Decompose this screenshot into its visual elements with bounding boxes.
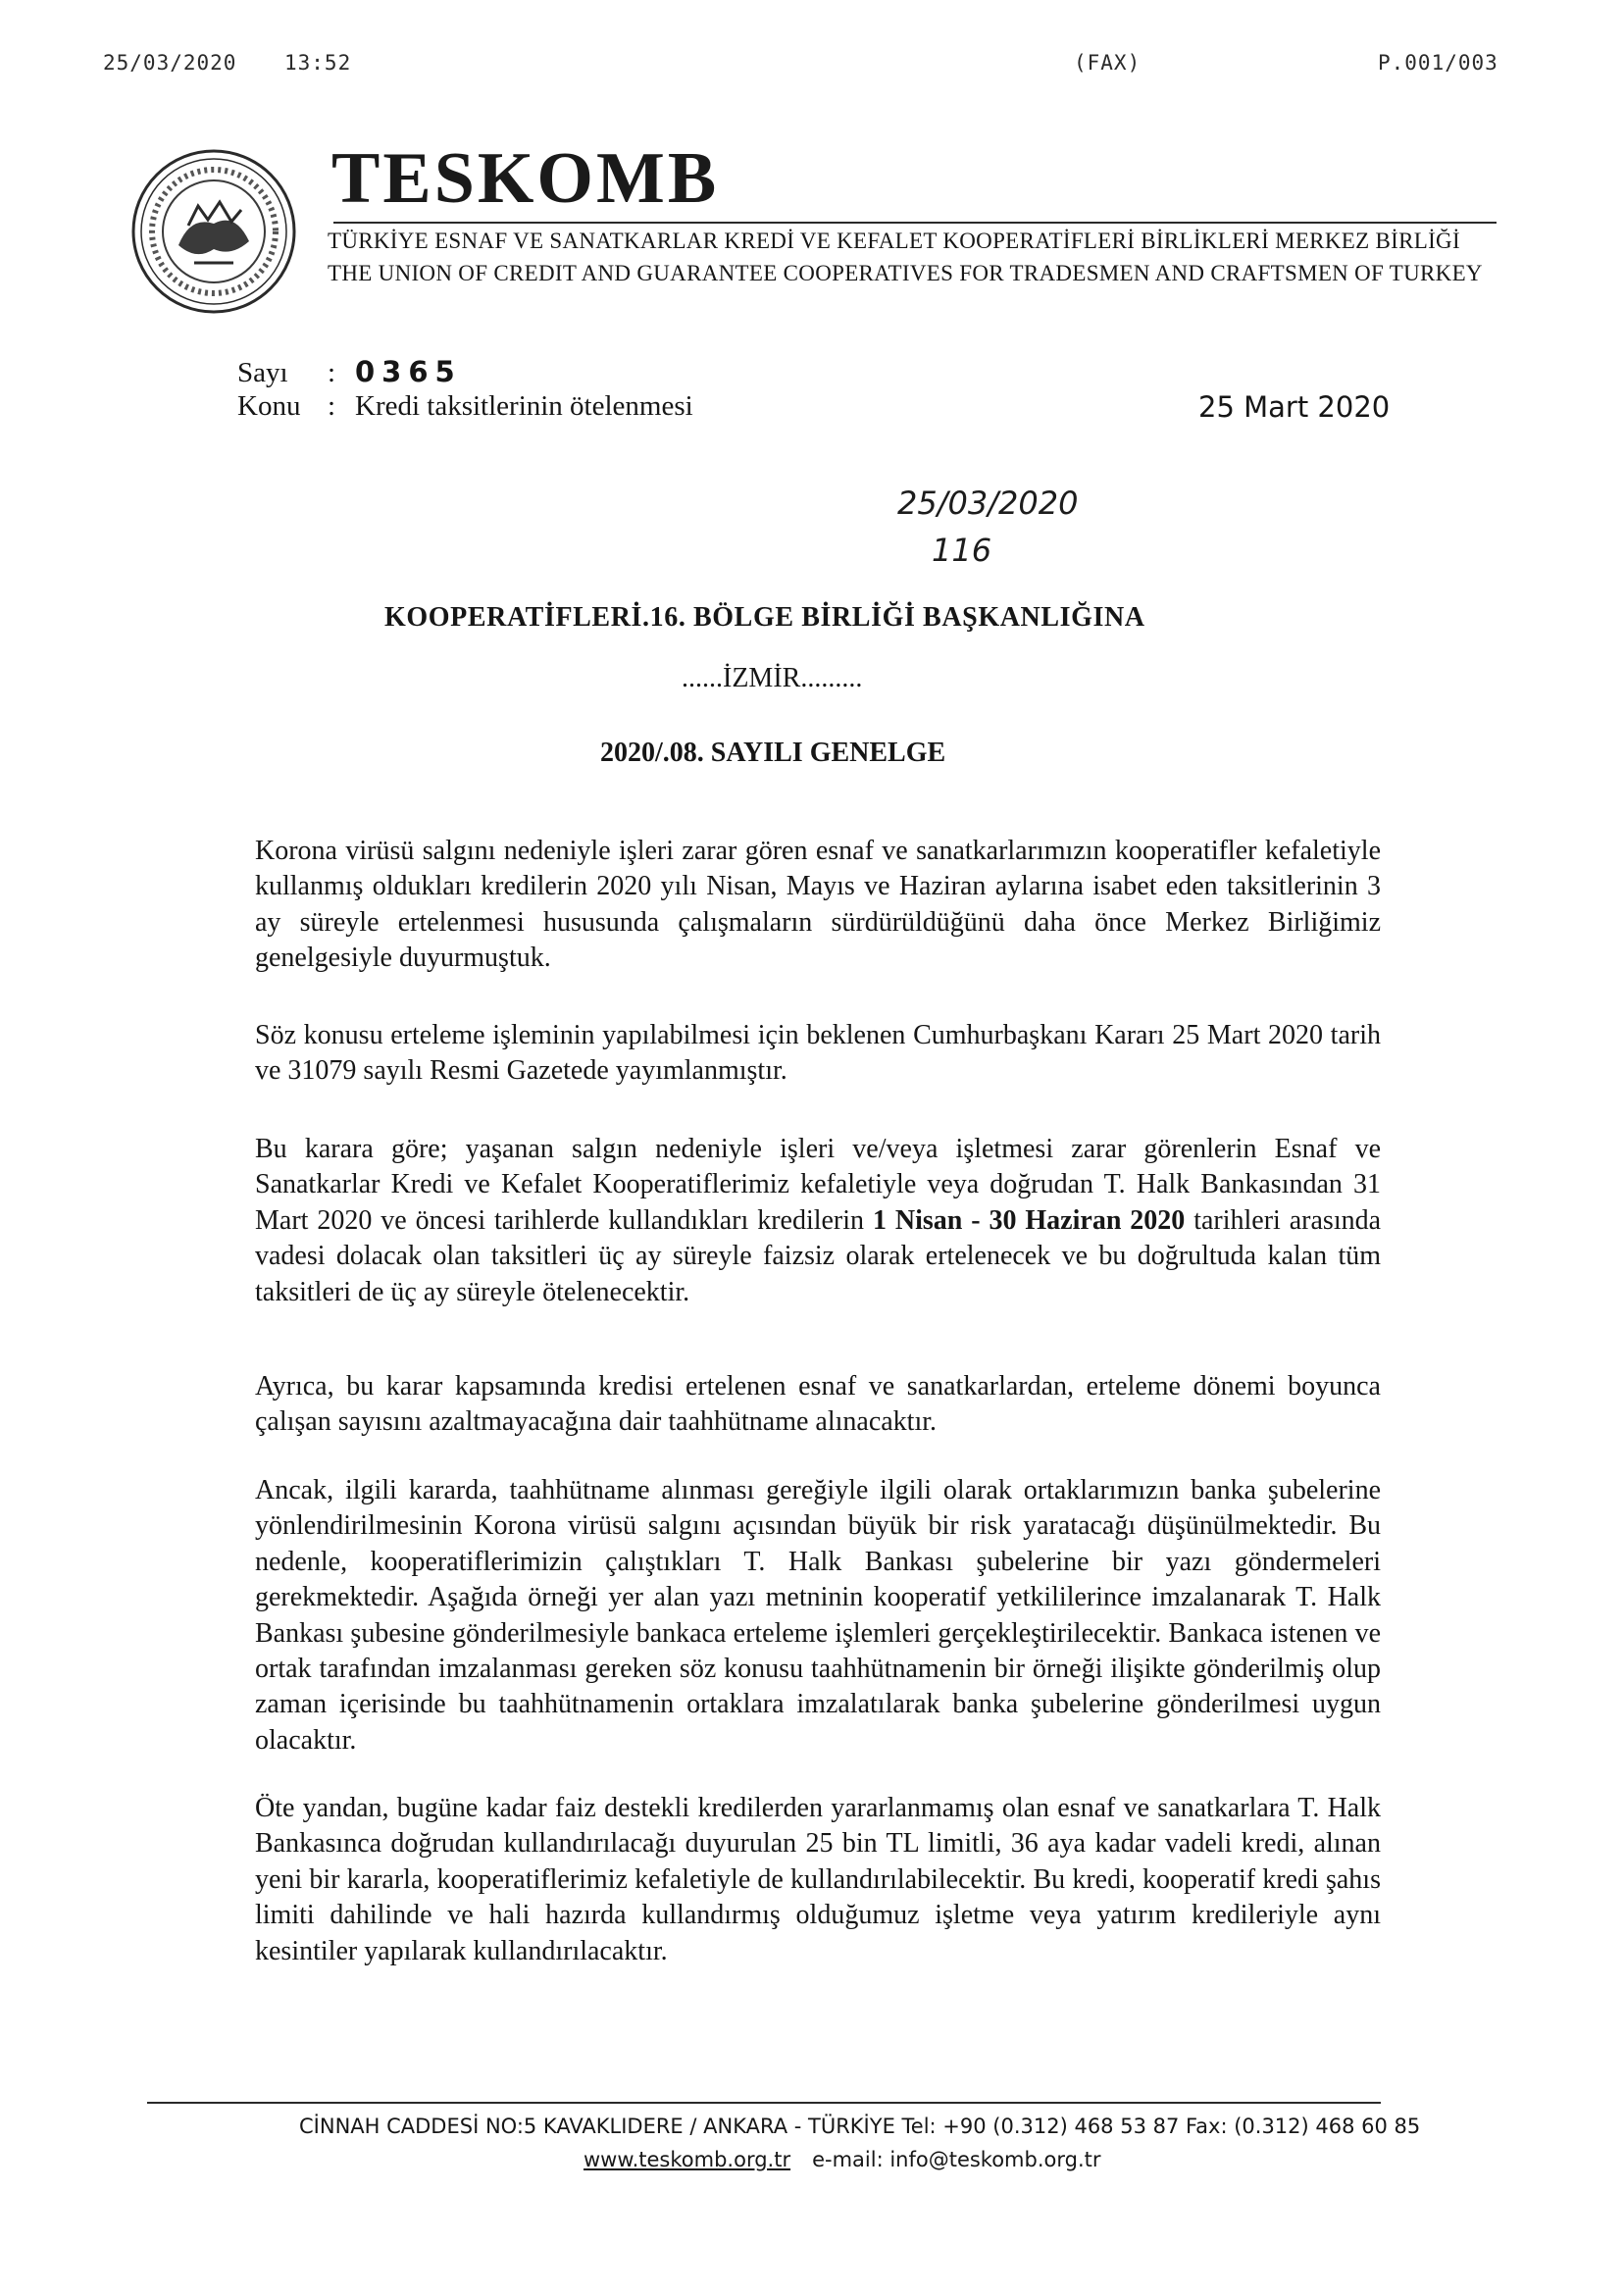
- footer-address: CİNNAH CADDESİ NO:5 KAVAKLIDERE / ANKARA - TÜRKİYE Tel: +90 (0.312) 468 53 87 Fax: (0.312) 468 60 85: [299, 2115, 1421, 2138]
- letterhead-divider: [333, 222, 1497, 224]
- body-paragraph-2: Söz konusu erteleme işleminin yapılabilmesi için beklenen Cumhurbaşkanı Kararı 25 Mart 2020 tarih ve 31079 sayılı Resmi Gazetede yayımlanmıştır.: [255, 1020, 1381, 1087]
- footer-email: e-mail: info@teskomb.org.tr: [812, 2148, 1101, 2171]
- circular-title: 2020/.08. SAYILI GENELGE: [600, 738, 946, 768]
- organization-seal-icon: [129, 147, 298, 316]
- subject-text: Kredi taksitlerinin ötelenmesi: [355, 390, 693, 422]
- sayi-colon: :: [328, 357, 336, 388]
- organization-name: TESKOMB: [331, 138, 720, 219]
- body-paragraph-6: Öte yandan, bugüne kadar faiz destekli kredilerden yararlanmamış olan esnaf ve sanatkarlara T. Halk Bankasınca doğrudan kullandırılacağı duyurulan 25 bin TL limitli, 36 aya kadar vadeli kredi, alınan yeni bir kararla, kooperatiflerimiz kefaletiyle de kullandırılabilecektir. Bu kredi, kooperatif kredi şahıs limiti dahilinde ve hali hazırda kullandırmış olduğumuz işletme veya yatırım kredileriyle aynı kesintiler yapılarak kullandırılacaktır.: [255, 1793, 1381, 1966]
- fax-page-number: P.001/003: [1378, 51, 1498, 75]
- konu-label: Konu: [237, 390, 301, 422]
- reference-number: 0365: [355, 355, 462, 388]
- sayi-label: Sayı: [237, 357, 288, 388]
- body-paragraph-5: Ancak, ilgili kararda, taahhütname alınması gereğiyle ilgili olarak ortaklarımızın banka şubelerine yönlendirilmesinin Korona virüsü salgını açısından büyük bir risk yaratacağı düşünülmektedir. Bu nedenle, kooperatiflerimizin çalıştıkları T. Halk Bankası şubelerine bir yazı göndermeleri gerekmektedir. Aşağıda örneği yer alan yazı metninin kooperatif yetkililerince imzalanarak T. Halk Bankası şubesine gönderilmesiyle bankaca erteleme işlemleri gerçekleştirilecektir. Bankaca istenen ve ortak tarafından imzalanması gereken söz konusu taahhütnamenin bir örneği ilişikte gönderilmiş olup zaman içerisinde bu taahhütnamenin ortaklara imzalatılarak banka şubelerine gönderilmesi uygun olacaktır.: [255, 1475, 1381, 1756]
- handwritten-receipt-number: 116: [932, 532, 992, 569]
- konu-colon: :: [328, 390, 336, 422]
- fax-date: 25/03/2020: [103, 51, 237, 75]
- body-paragraph-3-part-b: tarihleri arasında vadesi dolacak olan taksitleri üç ay süreyle faizsiz olarak ertelenecek ve bu doğrultuda kalan tüm taksitleri de üç ay süreyle ötelenecektir.: [255, 1204, 1382, 1307]
- body-paragraph-4: Ayrıca, bu karar kapsamında kredisi ertelenen esnaf ve sanatkarlardan, erteleme dönemi boyunca çalışan sayısını azaltmayacağına dair taahhütname alınacaktır.: [255, 1371, 1381, 1438]
- organization-full-name-tr: TÜRKİYE ESNAF VE SANATKARLAR KREDİ VE KEFALET KOOPERATİFLERİ BİRLİKLERİ MERKEZ BİRLİĞİ: [328, 229, 1460, 253]
- body-paragraph-3-date-range: 1 Nisan - 30 Haziran 2020: [872, 1204, 1186, 1236]
- handwritten-receipt-date: 25/03/2020: [897, 484, 1079, 522]
- reference-number-row: [237, 355, 462, 389]
- fax-time: 13:52: [284, 51, 352, 75]
- body-paragraph-3-part-a: Bu karara göre; yaşanan salgın nedeniyle işleri ve/veya işletmesi zarar görenlerin Esnaf ve Sanatkarlar Kredi ve Kefalet Kooperatiflerimiz kefaletiyle veya doğrudan T. Halk Bankasından 31 Mart 2020 ve öncesi tarihlerde kullandıkları kredilerin: [255, 1134, 1381, 1236]
- subject-row: [237, 390, 693, 423]
- organization-full-name-en: THE UNION OF CREDIT AND GUARANTEE COOPERATIVES FOR TRADESMEN AND CRAFTSMEN OF TURKEY: [328, 261, 1483, 285]
- recipient-city: ......İZMİR.........: [682, 663, 863, 693]
- footer-website-link[interactable]: www.teskomb.org.tr: [584, 2148, 791, 2171]
- body-paragraph-3: [255, 1132, 1381, 1310]
- fax-label: (FAX): [1074, 51, 1142, 75]
- fax-transmission-header: [0, 51, 1624, 80]
- document-date-stamp: 25 Mart 2020: [1198, 390, 1391, 424]
- footer-contact-row: [584, 2148, 1101, 2171]
- footer-divider: [147, 2102, 1381, 2104]
- body-paragraph-1: Korona virüsü salgını nedeniyle işleri zarar gören esnaf ve sanatkarlarımızın kooperatifler kefaletiyle kullanmış oldukları kredilerin 2020 yılı Nisan, Mayıs ve Haziran aylarına isabet eden taksitlerinin 3 ay süreyle ertelenmesi hususunda çalışmaların sürdürüldüğünü daha önce Merkez Birliğimiz genelgesiyle duyurmuştuk.: [255, 836, 1381, 974]
- recipient-line: KOOPERATİFLERİ.16. BÖLGE BİRLİĞİ BAŞKANLIĞINA: [384, 602, 1145, 633]
